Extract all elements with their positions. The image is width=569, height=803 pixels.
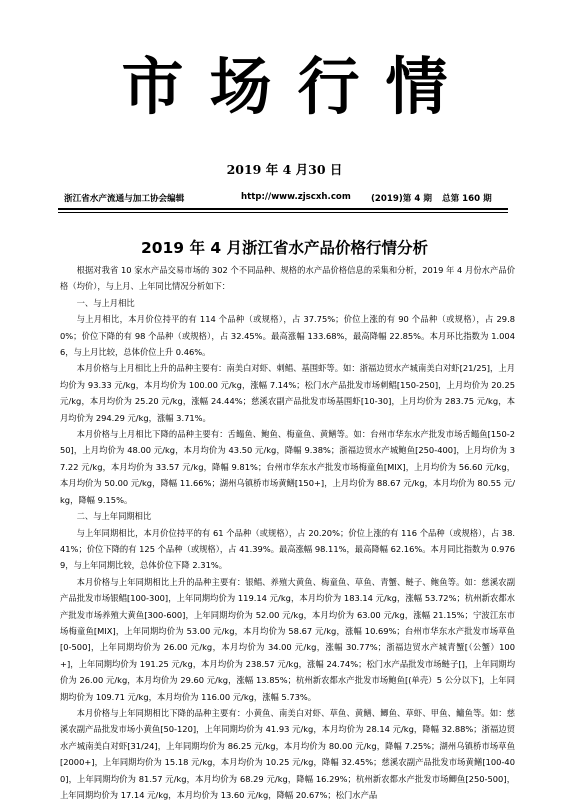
masthead-char: 市 bbox=[121, 50, 210, 123]
header-rule-thin bbox=[58, 212, 508, 213]
masthead-char: 场 bbox=[209, 50, 298, 123]
paragraph: 与上月相比，本月价位持平的有 114 个品种（或规格），占 37.75%；价位上涨的有 90 个品种（或规格），占 29.80%；价位下降的有 98 个品种（或规格），占 32.45%。最高涨幅 133.68%，最高降幅 22.85%。本月环比指数为 1.0046，与上月比较，总体价位上升 0.46%。 bbox=[60, 314, 515, 358]
paragraph: 本月价格与上月相比上升的品种主要有：南美白对虾、刺鲳、基围虾等。如：浙福边贸水产城南美白对虾[21/25]，上月均价为 93.33 元/kg，本月均价为 100.00 元/kg，涨幅 7.14%；松门水产品批发市场刺鲳[150-250]，上月均价为 20.25 元/kg，本月均价为 25.20 元/kg，涨幅 24.44%；慈溪农副产品批发市场基围虾[10-30]，上月均价为 283.75 元/kg，本月均价为 294.29 元/kg，涨幅 3.71%。 bbox=[60, 363, 515, 423]
paragraph: 本月价格与上年同期相比上升的品种主要有：银鲳、养殖大黄鱼、梅童鱼、草鱼、青蟹、鲢子、鲍鱼等。如：慈溪农副产品批发市场银鲳[100-300]，上年同期均价为 119.14 元/kg，本月均价为 183.14 元/kg，涨幅 53.72%；杭州新农都水产批发市场养殖大黄鱼[300-600]，上年同期均价为 52.00 元/kg，本月均价为 63.00 元/kg，涨幅 21.15%；宁波江东市场梅童鱼[MIX]，上年同期均价为 53.00 元/kg，本月均价为 58.67 元/kg，涨幅 10.69%；台州市华东水产批发市场草鱼[0-500]，上年同期均价为 26.00 元/kg，本月均价为 34.00 元/kg，涨幅 30.77%；浙福边贸水产城青蟹[（公蟹）100+]，上年同期均价为 191.25 元/kg，本月均价为 238.57 元/kg，涨幅 24.74%；松门水产品批发市场鲢子[]，上年同期均价为 26.00 元/kg，本月均价为 29.60 元/kg，涨幅 13.85%；杭州新农都水产批发市场鲍鱼[(单壳）5 公分以下]，上年同期均价为 109.71 元/kg，本月均价为 116.00 元/kg，涨幅 5.73%。 bbox=[60, 576, 515, 702]
paragraph-intro: 根据对我省 10 家水产品交易市场的 302 个不同品种、规格的水产品价格信息的采集和分析，2019 年 4 月份水产品价格（均价），与上月、上年同比情况分析如下： bbox=[60, 265, 515, 292]
masthead-char: 情 bbox=[385, 50, 448, 123]
issue-number: (2019)第 4 期 bbox=[371, 194, 432, 204]
section-heading: 二、与上年同期相比 bbox=[76, 511, 152, 522]
masthead-title bbox=[0, 52, 569, 122]
total-issue-number: 总第 160 期 bbox=[442, 194, 492, 204]
header-rule-thick bbox=[58, 208, 508, 210]
paragraph: 本月价格与上月相比下降的品种主要有：舌鳎鱼、鲍鱼、梅童鱼、黄鳝等。如：台州市华东水产批发市场舌鳎鱼[150-250]，上月均价为 48.00 元/kg，本月均价为 43.50 元/kg，降幅 9.38%；浙福边贸水产城鲍鱼[250-400]，上月均价为 37.22 元/kg，本月均价为 33.57 元/kg，降幅 9.81%；台州市华东水产批发市场梅童鱼[MIX]，上月均价为 56.60 元/kg，本月均价为 50.00 元/kg，降幅 11.66%；湖州乌镇桥市场黄鳝[150+]，上月均价为 88.67 元/kg，本月均价为 80.55 元/kg，降幅 9.15%。 bbox=[60, 429, 515, 505]
issue-date: 2019 年 4 月30 日 bbox=[226, 162, 343, 177]
website-link[interactable]: http://www.zjscxh.com bbox=[241, 192, 351, 202]
masthead-char: 行 bbox=[297, 50, 386, 123]
paragraph: 本月价格与上年同期相比下降的品种主要有：小黄鱼、南美白对虾、草鱼、黄鳝、鲫鱼、草虾、甲鱼、鳙鱼等。如：慈溪农副产品批发市场小黄鱼[50-120]，上年同期均价为 41.93 元/kg，本月均价为 28.14 元/kg，降幅 32.88%；浙福边贸水产城南美白对虾[31/24]，上年同期均价为 86.25 元/kg，本月均价为 80.00 元/kg，降幅 7.25%；湖州乌镇桥市场草鱼[2000+]，上年同期均价为 15.18 元/kg，本月均价为 10.25 元/kg，降幅 32.45%；慈溪农副产品批发市场黄鳝[100-400]，上年同期均价为 81.57 元/kg，本月均价为 68.29 元/kg，降幅 16.29%；杭州新农都水产批发市场鲫鱼[250-500]，上年同期均价为 17.14 元/kg，本月均价为 13.60 元/kg，降幅 20.67%；松门水产品 bbox=[60, 707, 515, 800]
section-heading: 一、与上月相比 bbox=[76, 297, 135, 308]
publication-info-bar bbox=[64, 192, 509, 208]
publisher-name: 浙江省水产流通与加工协会编辑 bbox=[64, 194, 185, 204]
article-title: 2019 年 4 月浙江省水产品价格行情分析 bbox=[140, 239, 429, 257]
article-body bbox=[60, 262, 515, 803]
paragraph: 与上年同期相比，本月价位持平的有 61 个品种（或规格），占 20.20%；价位上涨的有 116 个品种（或规格），占 38.41%；价位下降的有 125 个品种（或规格），占 41.39%。最高涨幅 98.11%，最高降幅 62.16%。本月同比指数为 0.9769，与上年同期比较，总体价位下降 2.31%。 bbox=[60, 527, 516, 571]
